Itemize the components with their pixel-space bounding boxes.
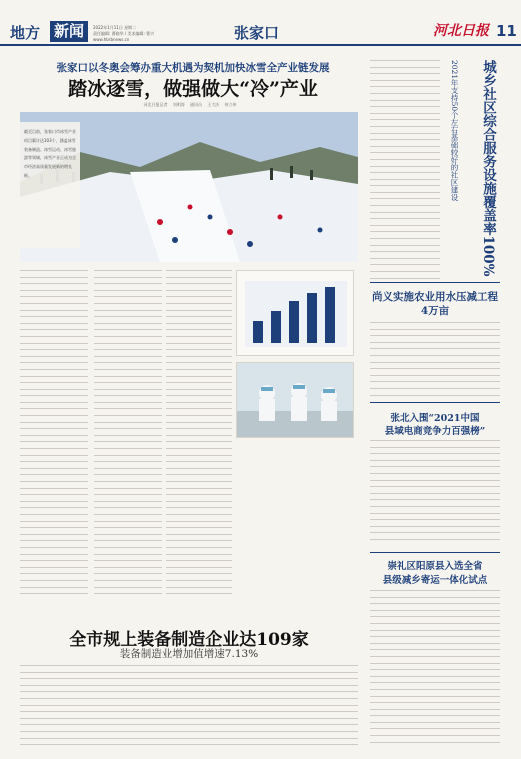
text-lines [370,60,440,279]
lead-headline: 踏冰逐雪，做强做大“冷”产业 [68,78,318,100]
section-divider [370,402,500,403]
right-mid2-headline-line1: 张北入围“2021中国 [390,413,480,424]
right-bottom-headline-line2: 县级减乡寄运一体化试点 [382,575,488,586]
right-mid-text [370,322,500,407]
section-title-highlight: 新闻 [50,21,88,42]
factory-workers-photo [236,362,354,438]
city-name: 张家口 [234,24,280,42]
date-line: 2022年1月11日 星期二 [93,25,137,30]
text-lines [370,440,500,540]
newspaper-logo: 河北日报 [433,23,489,39]
lead-summary-box: 截至目前，张家口市冰雪产业项目累计达103个，涵盖冰雪装备制造、冰雪运动、冰雪旅游等领域，冰雪产业正成为全市经济高质量发展新的增长极。 [20,122,80,248]
section-divider [370,282,500,283]
right-top-kicker: 2021年支持50个左右基础较好的社区建设 [450,60,459,202]
right-bottom-headline-line1: 崇礼区阳原县入选全省 [387,561,483,572]
editor-line: 责任编辑: 曹晓华 / 美术编辑: 曹兴 [93,31,155,36]
bottom-headline: 全市规上装备制造企业达109家 [69,630,309,650]
lead-text-column-3 [166,270,232,615]
right-mid2-text [370,440,500,550]
text-lines [166,270,232,594]
lead-kicker: 张家口以冬奥会筹办重大机遇为契机加快冰雪全产业链发展 [56,62,330,74]
right-mid-headline: 尚义实施农业用水压减工程4万亩 [372,291,498,317]
masthead [0,0,521,46]
text-lines [370,322,500,396]
right-bottom-text [370,590,500,750]
website-line: www.hbrbnews.cn [93,37,130,42]
bottom-subhead: 装备制造业增加值增速7.13% [119,648,259,660]
section-title: 地方 [10,24,41,42]
page-number: 11 [496,22,517,40]
text-lines [370,590,500,743]
text-lines [20,665,358,745]
lead-text-column-1 [20,270,88,615]
section-divider [370,552,500,553]
right-top-text [370,60,440,295]
right-top-headline: 城乡社区综合服务设施覆盖率100% [480,60,496,277]
bottom-text [20,665,358,755]
text-lines [20,270,88,594]
lead-byline: 河北日报记者 刘明涛 通讯员 王大庆 何立伟 [143,102,237,107]
right-mid2-headline-line2: 县域电商竞争力百强榜” [384,426,486,437]
text-lines [94,270,162,594]
inset-graphic [236,270,354,356]
lead-text-column-2 [94,270,162,615]
